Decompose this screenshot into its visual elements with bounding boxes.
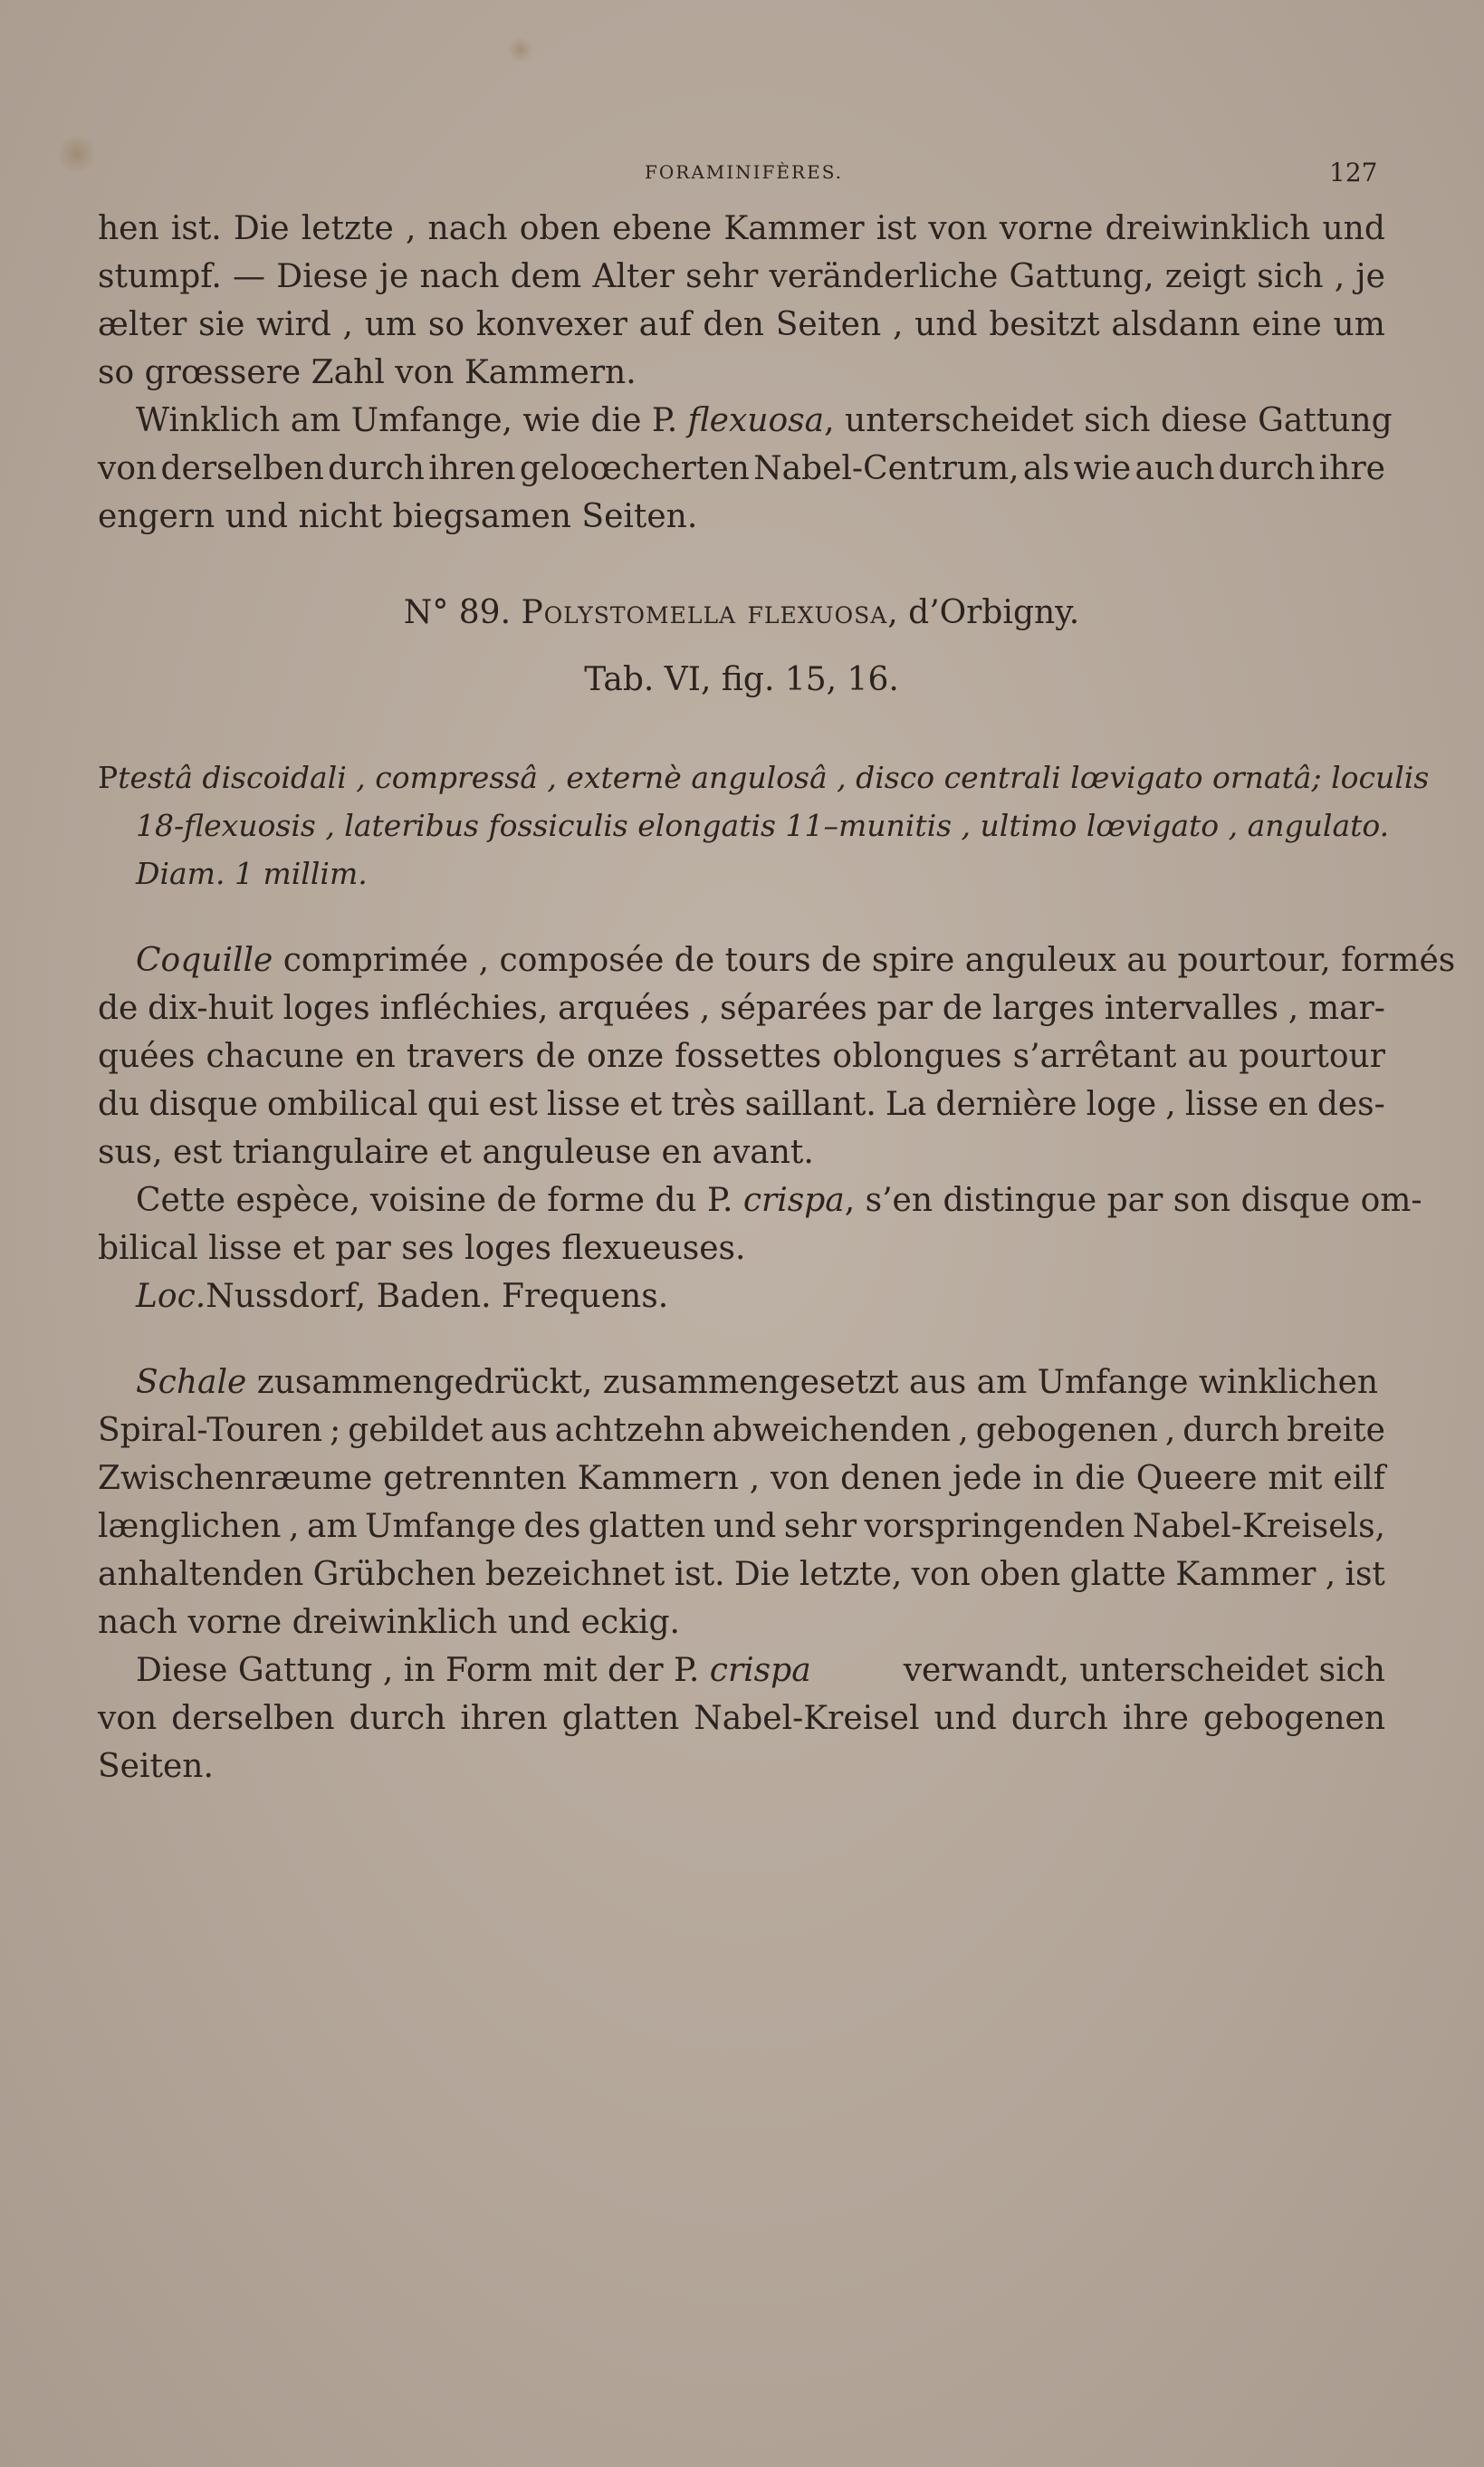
french-description — [98, 936, 1456, 1320]
foxing-stain — [54, 136, 100, 172]
text-line: P testâ discoidali , compressâ , externè angulosâ , disco centrali lœvigato ornatâ; loculis — [98, 754, 1385, 802]
text-line: anhaltenden Grübchen bezeichnet ist. Die letzte, von oben glatte Kammer , ist — [98, 1556, 1385, 1593]
initial-letter: P — [98, 760, 119, 795]
text-line: engern und nicht biegsamen Seiten. — [98, 498, 698, 535]
text-line: nach vorne dreiwinklich und eckig. — [98, 1604, 680, 1641]
plate-reference — [98, 656, 1385, 704]
plate-line: Tab. VI, fig. 15, 16. — [584, 661, 899, 698]
text-line: hen ist. Die letzte , nach oben ebene Kammer ist von vorne dreiwinklich und — [98, 210, 1385, 247]
german-description — [98, 1358, 1385, 1790]
text-line: Schale zusammengedrückt, zusammengesetzt aus am Umfange winklichen — [136, 1364, 1379, 1401]
text-line: so grœssere Zahl von Kammern. — [98, 354, 637, 391]
text-line: Diam. 1 millim. — [136, 856, 368, 891]
species-name: Polystomella flexuosa — [521, 594, 888, 631]
text-line: 18-flexuosis , lateribus fossiculis elongatis 11–munitis , ultimo lœvigato , angulato. — [136, 808, 1390, 843]
text-line: Spiral-Touren ; gebildet aus achtzehn abweichenden , gebogenen , durch breite — [98, 1412, 1385, 1449]
text-line: von derselben durch ihren geloœcherten Nabel-Centrum, als wie auch durch ihre — [98, 450, 1385, 487]
text-line: sus, est triangulaire et anguleuse en avant. — [98, 1134, 814, 1171]
text-line: stumpf. — Diese je nach dem Alter sehr veränderliche Gattung, zeigt sich , je — [98, 258, 1385, 295]
german-intro-section — [98, 205, 1393, 541]
text-line: quées chacune en travers de onze fossettes oblongues s’arrêtant au pourtour — [98, 1038, 1385, 1075]
species-heading — [98, 589, 1385, 637]
foxing-stain — [507, 36, 534, 63]
text-line: Diese Gattung , in Form mit der P. crispa verwandt, unterscheidet sich — [136, 1652, 1385, 1689]
text-span: Winklich am Umfange, wie die P. flexuosa — [136, 402, 825, 439]
text-line: ælter sie wird , um so konvexer auf den Seiten , und besitzt alsdann eine um — [98, 306, 1385, 343]
locality-line: Loc. Nussdorf, Baden. Frequens. — [136, 1278, 669, 1315]
text-line: von derselben durch ihren glatten Nabel-Kreisel und durch ihre gebogenen — [98, 1700, 1385, 1737]
text-line: længlichen , am Umfange des glatten und sehr vorspringenden Nabel-Kreisels, — [98, 1508, 1385, 1545]
text-line: Seiten. — [98, 1748, 214, 1785]
text-line: de dix-huit loges infléchies, arquées , séparées par de larges intervalles , mar- — [98, 990, 1385, 1027]
species-title: N° 89. Polystomella flexuosa, d’Orbigny. — [403, 594, 1080, 631]
text-line — [98, 397, 1393, 445]
latin-diagnosis — [98, 754, 1430, 898]
text-line: du disque ombilical qui est lisse et très saillant. La dernière loge , lisse en des- — [98, 1086, 1385, 1123]
text-line: Coquille comprimée , composée de tours de spire anguleux au pourtour, formés — [136, 942, 1456, 979]
text-line: bilical lisse et par ses loges flexueuses. — [98, 1230, 746, 1267]
page-number: 127 — [1329, 158, 1378, 187]
running-header: FORAMINIFÈRES. — [645, 161, 844, 183]
text-line: Cette espèce, voisine de forme du P. crispa, s’en distingue par son disque om- — [136, 1182, 1422, 1219]
text-line: Zwischenræume getrennten Kammern , von denen jede in die Queere mit eilf — [98, 1460, 1385, 1497]
text-span: , unterscheidet sich diese Gattung — [824, 402, 1393, 439]
